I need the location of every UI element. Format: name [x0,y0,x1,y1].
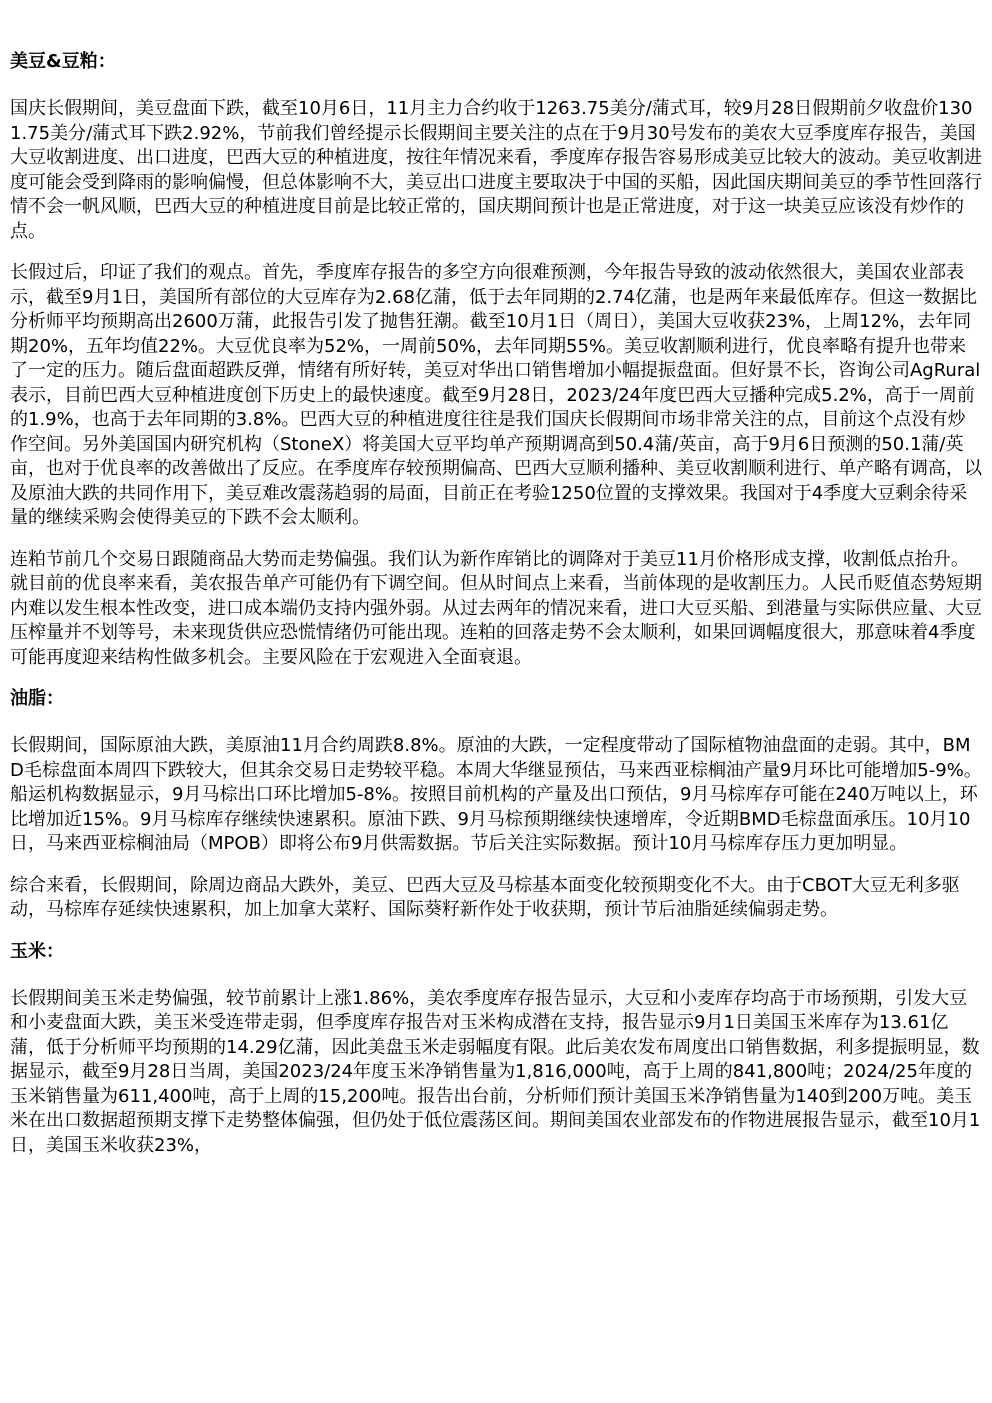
section-soybean-meal [10,50,982,670]
section-heading: 美豆&豆粕： [10,51,116,72]
paragraph: 连粕节前几个交易日跟随商品大势而走势偏强。我们认为新作库销比的调降对于美豆11月价格形成支撑，收割低点抬升。就目前的优良率来看，美农报告单产可能仍有下调空间。但从时间点上来看，当前体现的是收割压力。人民币贬值态势短期内难以发生根本性改变，进口成本端仍支持内强外弱。从过去两年的情况来看，进口大豆买船、到港量与实际供应量、大豆压榨量并不划等号，未来现货供应恐慌情绪仍可能出现。连粕的回落走势不会太顺利，如果回调幅度很大，那意味着4季度可能再度迎来结构性做多机会。主要风险在于宏观进入全面衰退。 [10,548,982,668]
paragraph: 长假期间，国际原油大跌，美原油11月合约周跌8.8%。原油的大跌，一定程度带动了国际植物油盘面的走弱。其中，BMD毛棕盘面本周四下跌较大，但其余交易日走势较平稳。本周大华继显预估，马来西亚棕榈油产量9月环比可能增加5-9%。船运机构数据显示，9月马棕出口环比增加5-8%。按照目前机构的产量及出口预估，9月马棕库存可能在240万吨以上，环比增加近15%。9月马棕库存继续快速累积。原油下跌、9月马棕预期继续快速增库，令近期BMD毛棕盘面承压。10月10日，马来西亚棕榈油局（MPOB）即将公布9月供需数据。节后关注实际数据。预计10月马棕库存压力更加明显。 [10,735,982,854]
section-corn [10,940,982,1159]
section-oils [10,687,982,923]
paragraph: 综合来看，长假期间，除周边商品大跌外，美豆、巴西大豆及马棕基本面变化较预期变化不大。由于CBOT大豆无利多驱动，马棕库存延续快速累积，加上加拿大菜籽、国际葵籽新作处于收获期，预计节后油脂延续偏弱走势。 [10,874,960,920]
paragraph: 长假过后，印证了我们的观点。首先，季度库存报告的多空方向很难预测，今年报告导致的波动依然很大，美国农业部表示，截至9月1日，美国所有部位的大豆库存为2.68亿蒲，低于去年同期的2.74亿蒲，也是两年来最低库存。但这一数据比分析师平均预期高出2600万蒲，此报告引发了抛售狂潮。截至10月1日（周日），美国大豆收获23%，上周12%，去年同期20%，五年均值22%。大豆优良率为52%，一周前50%，去年同期55%。美豆收割顺利进行，优良率略有提升也带来了一定的压力。随后盘面超跌反弹，情绪有所好转，美豆对华出口销售增加小幅提振盘面。但好景不长，咨询公司AgRural表示，目前巴西大豆种植进度创下历史上的最快速度。截至9月28日，2023/24年度巴西大豆播种完成5.2%，高于一周前的1.9%，也高于去年同期的3.8%。巴西大豆的种植进度往往是我们国庆长假期间市场非常关注的点，目前这个点没有炒作空间。另外美国国内研究机构（StoneX）将美国大豆平均单产预期调高到50.4蒲/英亩，高于9月6日预测的50.1蒲/英亩，也对于优良率的改善做出了反应。在季度库存较预期偏高、巴西大豆顺利播种、美豆收割顺利进行、单产略有调高，以及原油大跌的共同作用下，美豆难改震荡趋弱的局面，目前正在考验1250位置的支撑效果。我国对于4季度大豆剩余待采量的继续采购会使得美豆的下跌不会太顺利。 [10,262,982,528]
paragraph: 长假期间美玉米走势偏强，较节前累计上涨1.86%，美农季度库存报告显示，大豆和小麦库存均高于市场预期，引发大豆和小麦盘面大跌，美玉米受连带走弱，但季度库存报告对玉米构成潜在支持，报告显示9月1日美国玉米库存为13.61亿蒲，低于分析师平均预期的14.29亿蒲，因此美盘玉米走弱幅度有限。此后美农发布周度出口销售数据，利多提振明显，数据显示，截至9月28日当周，美国2023/24年度玉米净销售量为1,816,000吨，高于上周的841,800吨；2024/25年度的玉米销售量为611,400吨，高于上周的15,200吨。报告出台前，分析师们预计美国玉米净销售量为140到200万吨。美玉米在出口数据超预期支撑下走势整体偏强，但仍处于低位震荡区间。期间美国农业部发布的作物进展报告显示，截至10月1日，美国玉米收获23%， [10,987,981,1156]
section-heading: 油脂： [10,688,64,709]
paragraph: 国庆长假期间，美豆盘面下跌，截至10月6日，11月主力合约收于1263.75美分/蒲式耳，较9月28日假期前夕收盘价1301.75美分/蒲式耳下跌2.92%，节前我们曾经提示长假期间主要关注的点在于9月30号发布的美农大豆季度库存报告，美国大豆收割进度、出口进度，巴西大豆的种植进度，按往年情况来看，季度库存报告容易形成美豆比较大的波动。美豆收割进度可能会受到降雨的影响偏慢，但总体影响不大，美豆出口进度主要取决于中国的买船，因此国庆期间美豆的季节性回落行情不会一帆风顺，巴西大豆的种植进度目前是比较正常的，国庆期间预计也是正常进度，对于这一块美豆应该没有炒作的点。 [10,98,982,242]
section-heading: 玉米： [10,940,64,962]
document-page [10,50,982,1175]
